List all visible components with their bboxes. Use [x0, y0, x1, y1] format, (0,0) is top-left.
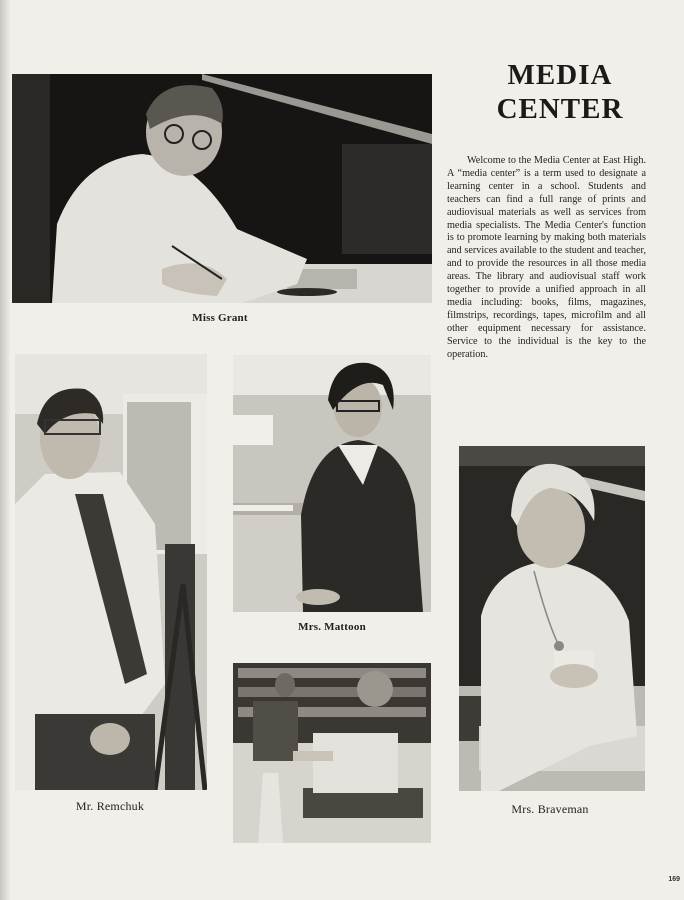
- media-center-description: Welcome to the Media Center at East High. A “media center” is a term used to designate a learning center in a school. Students and teachers can find a full range of prints and audiovisual materials as well as services from media specialists. The Media Center's function is to promote learning by making both materials and services available to the student and teacher, and to provide the resources in all those media areas. The library and audiovisual staff work together to provide a unified approach in all media including: books, films, magazines, filmstrips, recordings, tapes, microfilm and all other equipment necessary for assistance. Service to the individual is the key to the operation.: [447, 155, 646, 360]
- page-spine-shadow: [0, 0, 10, 900]
- caption-mr-remchuk: Mr. Remchuk: [75, 799, 145, 813]
- caption-mrs-braveman: Mrs. Braveman: [511, 802, 589, 816]
- title-line-2: CENTER: [496, 93, 624, 125]
- photo-miss-grant: [12, 74, 432, 303]
- page-title: [470, 58, 650, 126]
- page-number: 169: [668, 876, 680, 883]
- photo-mr-remchuk: [15, 354, 207, 790]
- caption-miss-grant: Miss Grant: [192, 312, 248, 324]
- photo-mrs-braveman: [459, 446, 645, 791]
- title-line-1: MEDIA: [507, 59, 613, 91]
- photo-mrs-mattoon: [233, 355, 431, 612]
- caption-mrs-mattoon: Mrs. Mattoon: [298, 621, 366, 633]
- photo-library-reading-area: [233, 663, 431, 843]
